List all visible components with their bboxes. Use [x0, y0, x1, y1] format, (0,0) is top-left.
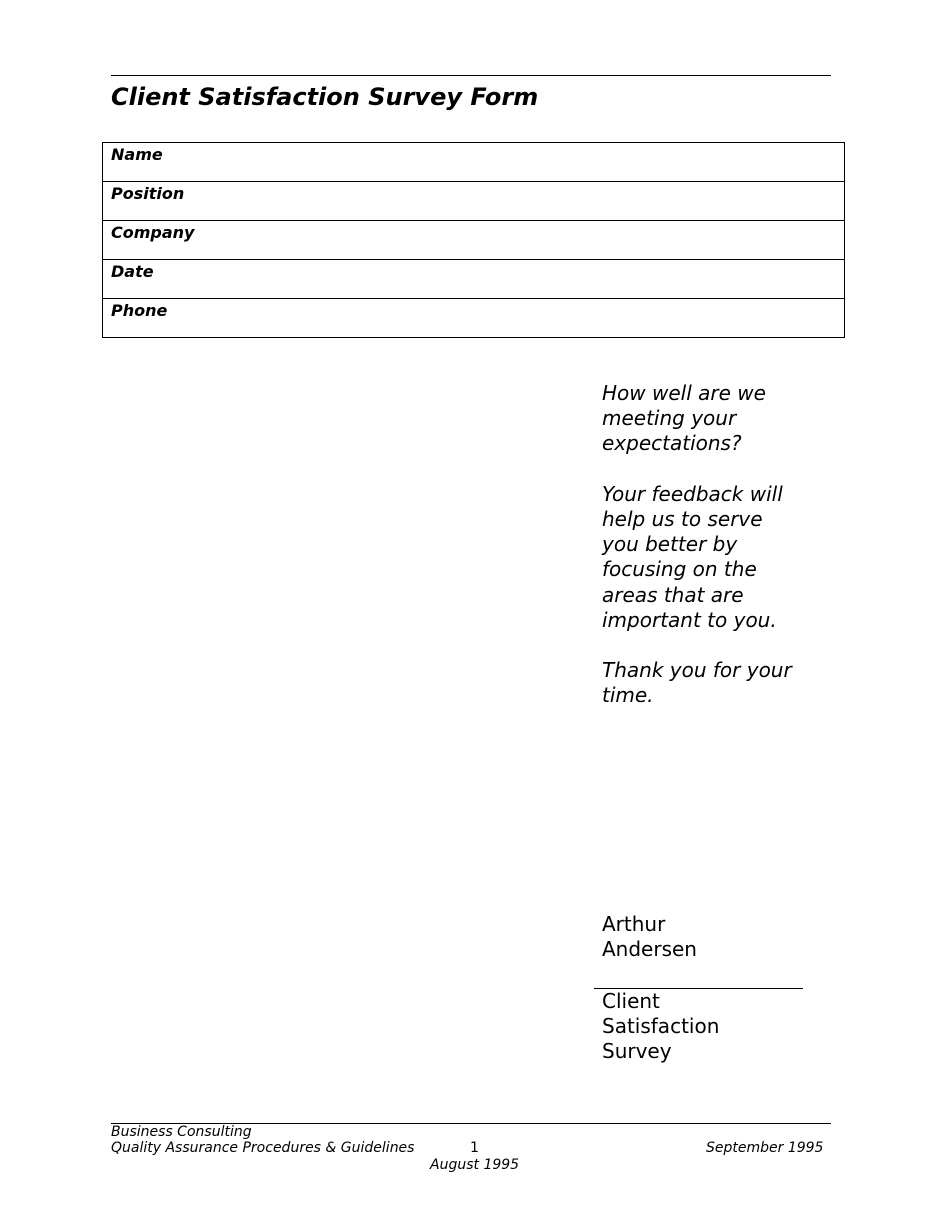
phone-label: Phone [111, 301, 168, 320]
position-field[interactable] [103, 182, 845, 221]
company-label: Company [111, 223, 195, 242]
footer-date: September 1995 [706, 1140, 824, 1156]
survey-line-1: Client [602, 989, 660, 1013]
date-field[interactable] [103, 260, 845, 299]
brand-line-1: Arthur [602, 912, 666, 936]
footer-department: Business Consulting [111, 1124, 252, 1140]
position-label: Position [111, 184, 185, 203]
footer-page-number: 1 [470, 1140, 479, 1156]
survey-line-3: Survey [602, 1039, 672, 1064]
intro-thanks: Thank you for your time. [602, 658, 792, 708]
phone-field[interactable] [103, 299, 845, 338]
company-field[interactable] [103, 221, 845, 260]
table-row [103, 260, 845, 299]
client-info-table [102, 142, 845, 338]
intro-feedback: Your feedback will help us to serve you better by focusing on the areas that are important to you. [602, 481, 783, 632]
name-label: Name [111, 145, 163, 164]
date-label: Date [111, 262, 154, 281]
brand-line-2: Andersen [602, 937, 697, 962]
survey-line-2: Satisfaction [602, 1014, 720, 1039]
table-row [103, 299, 845, 338]
table-row [103, 182, 845, 221]
table-row [103, 221, 845, 260]
page-title: Client Satisfaction Survey Form [111, 83, 539, 111]
top-rule [111, 75, 831, 76]
name-field[interactable] [103, 143, 845, 182]
footer-document-title: Quality Assurance Procedures & Guidelines [111, 1140, 415, 1156]
brand-block [602, 912, 802, 962]
footer-revision-date: August 1995 [430, 1157, 520, 1173]
survey-name-block [602, 989, 802, 1065]
intro-text [602, 381, 802, 734]
table-row [103, 143, 845, 182]
intro-question: How well are we meeting your expectations? [602, 381, 766, 456]
